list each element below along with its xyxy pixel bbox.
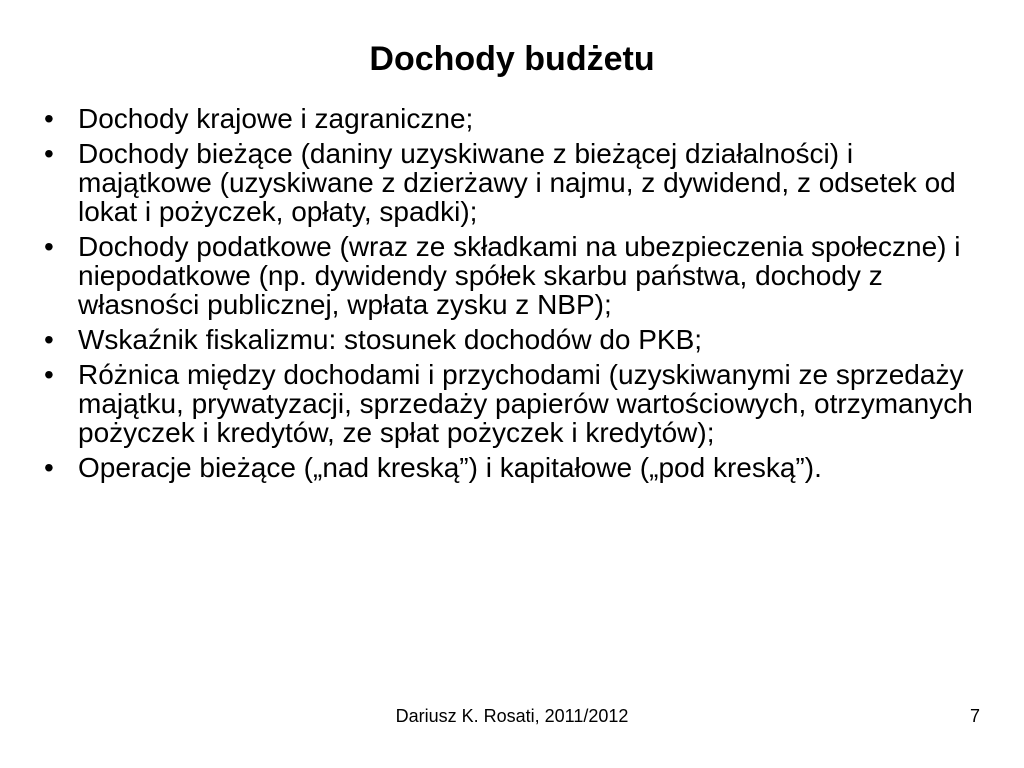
slide-title: Dochody budżetu — [369, 40, 655, 78]
bullet-icon: • — [44, 138, 54, 169]
page-number: 7 — [969, 706, 980, 726]
list-item-text: Operacje bieżące („nad kreską”) i kapitałowe („pod kreską”). — [78, 452, 822, 483]
bullet-icon: • — [44, 452, 54, 483]
bullet-icon: • — [44, 359, 54, 390]
bullet-icon: • — [44, 324, 54, 355]
list-item — [44, 360, 984, 447]
list-item-text: Różnica między dochodami i przychodami (uzyskiwanymi ze sprzedaży majątku, prywatyzacji, sprzedaży papierów wartościowych, otrzymanych pożyczek i kredytów, ze spłat pożyczek i kredytów); — [78, 359, 973, 448]
bullet-icon: • — [44, 103, 54, 134]
list-item-text: Wskaźnik fiskalizmu: stosunek dochodów do PKB; — [78, 324, 703, 355]
list-item — [44, 139, 984, 226]
list-item-text: Dochody bieżące (daniny uzyskiwane z bieżącej działalności) i majątkowe (uzyskiwane z dzierżawy i najmu, z dywidend, z odsetek od lokat i pożyczek, opłaty, spadki); — [78, 138, 956, 227]
bullet-list — [44, 104, 984, 488]
footer-author: Dariusz K. Rosati, 2011/2012 — [395, 706, 629, 726]
list-item-text: Dochody podatkowe (wraz ze składkami na ubezpieczenia społeczne) i niepodatkowe (np. dywidendy spółek skarbu państwa, dochody z własności publicznej, wpłata zysku z NBP); — [78, 231, 961, 320]
list-item-text: Dochody krajowe i zagraniczne; — [78, 103, 474, 134]
bullet-icon: • — [44, 231, 54, 262]
list-item — [44, 453, 984, 482]
list-item — [44, 104, 984, 133]
list-item — [44, 232, 984, 319]
list-item — [44, 325, 984, 354]
